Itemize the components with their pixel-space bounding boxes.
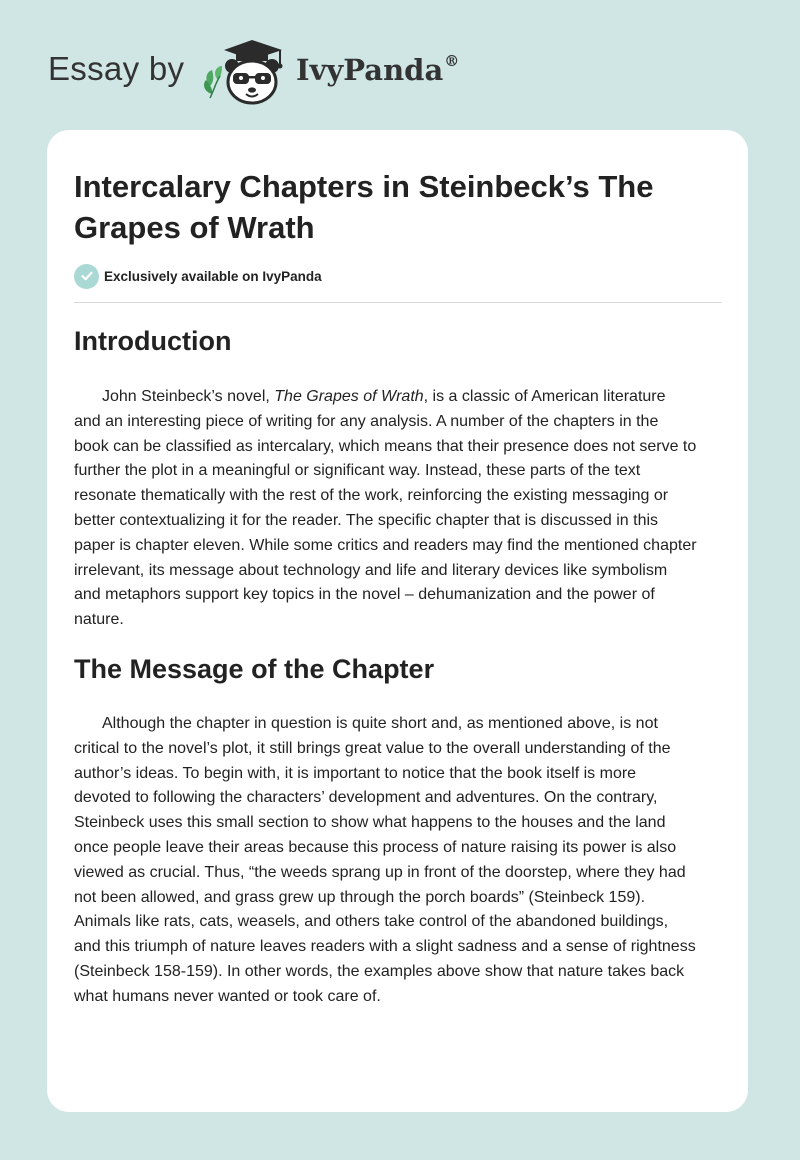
paragraph-line: John Steinbeck’s novel, The Grapes of Wrath, is a classic of American literature	[102, 388, 666, 405]
page-title: Intercalary Chapters in Steinbeck’s The Grapes of Wrath	[74, 169, 654, 245]
paragraph-line: what humans never wanted or took care of.	[74, 987, 381, 1005]
paragraph-line: better contextualizing it for the reader. The specific chapter that is discussed in this	[74, 511, 659, 529]
paragraph-line: further the plot in a meaningful or significant way. Instead, these parts of the text	[74, 462, 641, 480]
paragraph-line: Animals like rats, cats, weasels, and others take control of the abandoned buildings,	[74, 913, 669, 931]
paragraph-message	[74, 712, 726, 1010]
paragraph-line: paper is chapter eleven. While some critics and readers may find the mentioned chapter	[74, 536, 697, 554]
paragraph-line: once people leave their areas because this process of nature raising its power is also	[74, 838, 677, 856]
paragraph-line: and metaphors support key topics in the novel – dehumanization and the power of	[74, 586, 655, 604]
paragraph-line: irrelevant, its message about technology and life and literary devices like symbolism	[74, 561, 668, 579]
paragraph-line: devoted to following the characters’ development and adventures. On the contrary,	[74, 789, 658, 807]
paragraph-line: author’s ideas. To begin with, it is important to notice that the book itself is more	[74, 764, 637, 782]
paragraph-line: and an interesting piece of writing for any analysis. A number of the chapters in the	[74, 412, 659, 430]
paragraph-line: viewed as crucial. Thus, “the weeds sprang up in front of the doorstep, where they had	[74, 863, 686, 881]
section-heading-message: The Message of the Chapter	[74, 654, 435, 684]
paragraph-line: not been allowed, and grass grew up through the porch boards” (Steinbeck 159).	[74, 888, 646, 906]
paragraph-introduction	[74, 385, 726, 633]
panda-graduation-cap-icon	[200, 36, 292, 108]
paragraph-line: critical to the novel’s plot, it still brings great value to the overall understanding of the	[74, 739, 671, 757]
badge-text: Exclusively available on IvyPanda	[104, 268, 322, 284]
paragraph-line: (Steinbeck 158-159). In other words, the examples above show that nature takes back	[74, 962, 685, 980]
site-header	[0, 0, 800, 130]
paragraph-line: Although the chapter in question is quite short and, as mentioned above, is not	[102, 715, 658, 732]
essay-card	[47, 130, 748, 1112]
exclusive-badge	[74, 263, 322, 289]
paragraph-line: nature.	[74, 611, 124, 629]
check-icon	[74, 264, 99, 289]
divider	[74, 302, 722, 303]
paragraph-line: book can be classified as intercalary, which means that their presence does not serve to	[74, 437, 697, 455]
paragraph-line: Steinbeck uses this small section to show what happens to the houses and the land	[74, 814, 666, 832]
brand-name: IvyPanda®	[296, 52, 460, 87]
section-heading-introduction: Introduction	[74, 326, 232, 356]
paragraph-line: and this triumph of nature leaves readers with a slight sadness and a sense of rightness	[74, 938, 696, 956]
book-title: The Grapes of Wrath	[274, 388, 424, 405]
brand-prefix: Essay by	[48, 50, 185, 87]
paragraph-line: resonate thematically with the rest of the work, reinforcing the existing messaging or	[74, 487, 669, 505]
